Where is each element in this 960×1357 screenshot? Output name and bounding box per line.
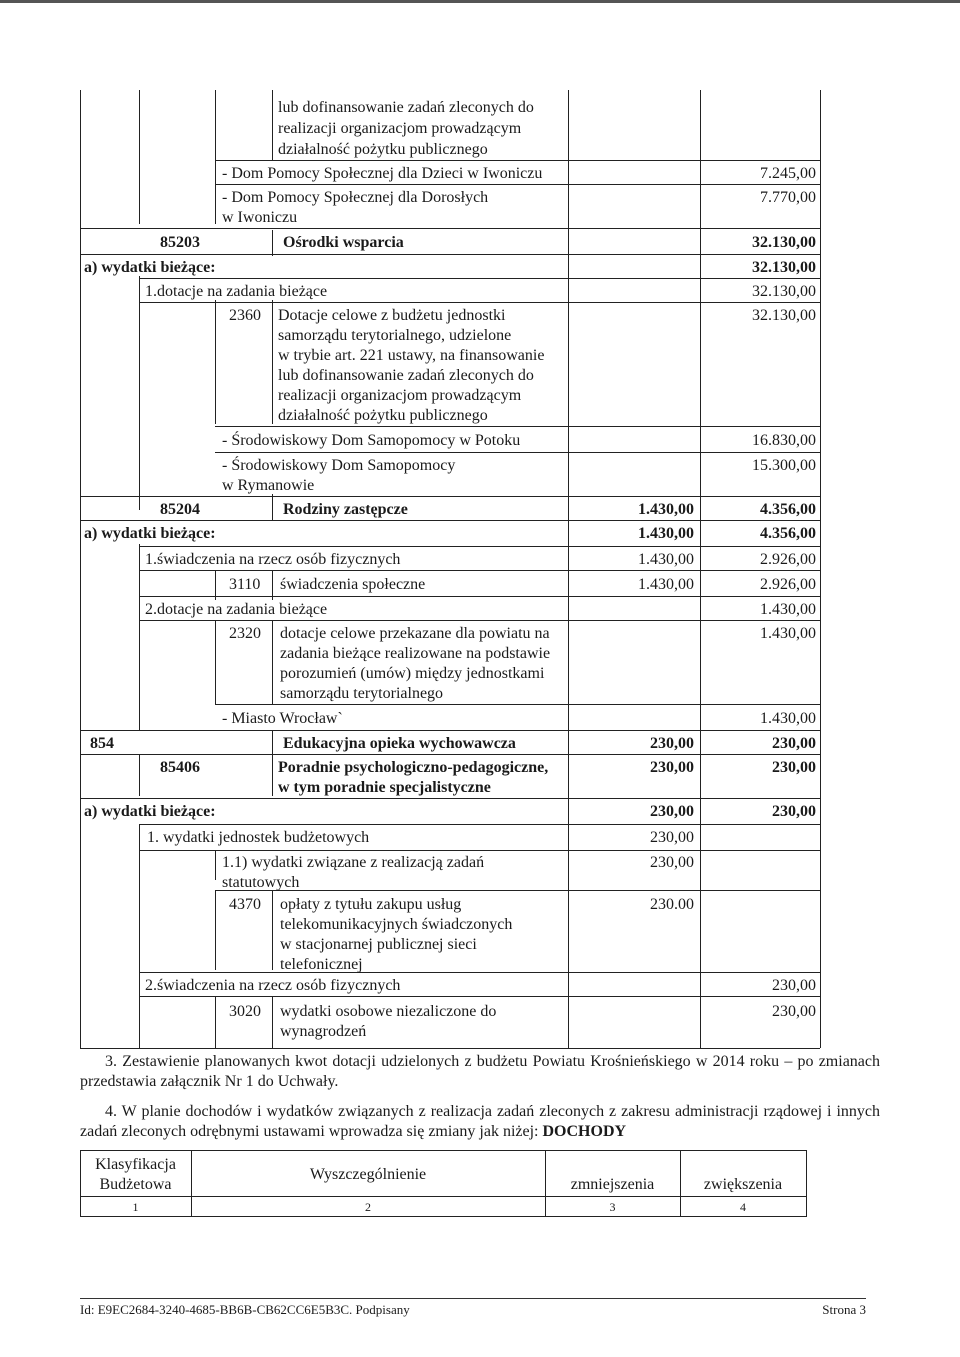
increase-value: 16.830,00 [752, 432, 816, 449]
increase-value: 1.430,00 [760, 710, 816, 727]
increase-value: 15.300,00 [752, 457, 816, 474]
increase-value: 230,00 [772, 735, 816, 752]
column-header-description: Wyszczególnienie [309, 1166, 427, 1183]
section-code: 85203 [160, 234, 200, 251]
increase-value: 7.245,00 [760, 165, 816, 182]
beneficiary: - Środowiskowy Dom Samopomocy w Potoku [222, 432, 521, 449]
decrease-value: 230,00 [650, 759, 694, 776]
increase-value: 230,00 [772, 977, 816, 994]
column-number: 3 [609, 1200, 616, 1214]
decrease-value: 230,00 [650, 854, 694, 871]
increase-value: 32.130,00 [752, 307, 816, 324]
paragraph-code: 4370 [229, 896, 261, 913]
increase-value: 230,00 [772, 803, 816, 820]
increase-value: 2.926,00 [760, 551, 816, 568]
category-label: a) wydatki bieżące: [84, 803, 216, 820]
footer-rule [80, 1298, 866, 1299]
paragraph-code: 2320 [229, 625, 261, 642]
increase-value: 7.770,00 [760, 189, 816, 206]
column-header-decrease: zmniejszenia [570, 1176, 655, 1193]
section-title: Poradnie psychologiczno-pedagogiczne, w tym poradnie specjalistyczne [278, 759, 549, 796]
page-number: Strona 3 [822, 1302, 866, 1317]
document-id: Id: E9EC2684-3240-4685-BB6B-CB62CC6E5B3C. Podpisany [80, 1302, 410, 1317]
decrease-value: 230.00 [650, 896, 694, 913]
beneficiary: - Dom Pomocy Społecznej dla Dzieci w Iwoniczu [222, 165, 543, 182]
subgroup-label: 1.1) wydatki związane z realizacją zadań statutowych [222, 854, 485, 891]
paragraph-3: 3. Zestawienie planowanych kwot dotacji udzielonych z budżetu Powiatu Krośnieńskiego w 2014 roku – po zmianach przedstawia załącznik Nr 1 do Uchwały. [80, 1053, 880, 1090]
column-number: 1 [132, 1200, 139, 1214]
group-label: 1.świadczenia na rzecz osób fizycznych [145, 551, 401, 568]
decrease-value: 230,00 [650, 803, 694, 820]
paragraph-code: 3020 [229, 1003, 261, 1020]
increase-value: 32.130,00 [752, 283, 816, 300]
increase-value: 32.130,00 [752, 259, 816, 276]
paragraph-4: 4. W planie dochodów i wydatków związanych z realizacja zadań zleconych z zakresu administracji rządowej i innych zadań zleconych odrębnymi ustawami wprowadza się zmiany jak niżej: DOCHODY [80, 1103, 880, 1140]
section-title: Ośrodki wsparcia [283, 234, 404, 251]
increase-value: 1.430,00 [760, 625, 816, 642]
section-code: 85406 [160, 759, 200, 776]
decrease-value: 230,00 [650, 829, 694, 846]
group-label: 1.dotacje na zadania bieżące [145, 283, 328, 300]
paragraph-code: 3110 [229, 576, 261, 593]
top-border [0, 0, 960, 3]
increase-value: 230,00 [772, 759, 816, 776]
paragraph-code: 2360 [229, 307, 261, 324]
column-header-classification: Klasyfikacja Budżetowa [95, 1156, 176, 1193]
decrease-value: 1.430,00 [638, 501, 694, 518]
paragraph-desc: dotacje celowe przekazane dla powiatu na zadania bieżące realizowane na podstawie porozumień (umów) między jednostkami samorządu terytorialnego [280, 625, 551, 702]
category-label: a) wydatki bieżące: [84, 259, 216, 276]
beneficiary: - Dom Pomocy Społecznej dla Dorosłych w Iwoniczu [222, 189, 489, 226]
decrease-value: 1.430,00 [638, 551, 694, 568]
column-header-increase: zwiększenia [703, 1176, 783, 1193]
section-title: Rodziny zastępcze [283, 501, 408, 518]
decrease-value: 1.430,00 [638, 576, 694, 593]
category-label: a) wydatki bieżące: [84, 525, 216, 542]
increase-value: 4.356,00 [760, 525, 816, 542]
decrease-value: 1.430,00 [638, 525, 694, 542]
paragraph-desc: opłaty z tytułu zakupu usług telekomunikacyjnych świadczonych w stacjonarnej publicznej sieci telefonicznej [280, 896, 513, 973]
increase-value: 4.356,00 [760, 501, 816, 518]
increase-value: 230,00 [772, 1003, 816, 1020]
chapter-code: 854 [90, 735, 114, 752]
group-label: 1. wydatki jednostek budżetowych [147, 829, 370, 846]
section-code: 85204 [160, 501, 200, 518]
desc-continuation: lub dofinansowanie zadań zleconych do realizacji organizacjom prowadzącym działalność pożytku publicznego [278, 99, 534, 158]
column-number: 4 [740, 1200, 746, 1214]
group-label: 2.świadczenia na rzecz osób fizycznych [145, 977, 401, 994]
column-number: 2 [365, 1200, 371, 1214]
beneficiary: - Miasto Wrocław` [222, 710, 343, 727]
dochody-heading: DOCHODY [542, 1123, 627, 1140]
increase-value: 1.430,00 [760, 601, 816, 618]
increase-value: 32.130,00 [752, 234, 816, 251]
paragraph-desc: wydatki osobowe niezaliczone do wynagrodzeń [280, 1003, 497, 1040]
increase-value: 2.926,00 [760, 576, 816, 593]
beneficiary: - Środowiskowy Dom Samopomocy w Rymanowie [222, 457, 456, 494]
decrease-value: 230,00 [650, 735, 694, 752]
group-label: 2.dotacje na zadania bieżące [145, 601, 328, 618]
paragraph-desc: Dotacje celowe z budżetu jednostki samorządu terytorialnego, udzielone w trybie art. 221 ustawy, na finansowanie lub dofinansowanie zadań zleconych do realizacji organizacjom prowadzącym działalność pożytku publicznego [278, 307, 545, 424]
paragraph-desc: świadczenia społeczne [280, 576, 426, 593]
chapter-title: Edukacyjna opieka wychowawcza [283, 735, 516, 752]
